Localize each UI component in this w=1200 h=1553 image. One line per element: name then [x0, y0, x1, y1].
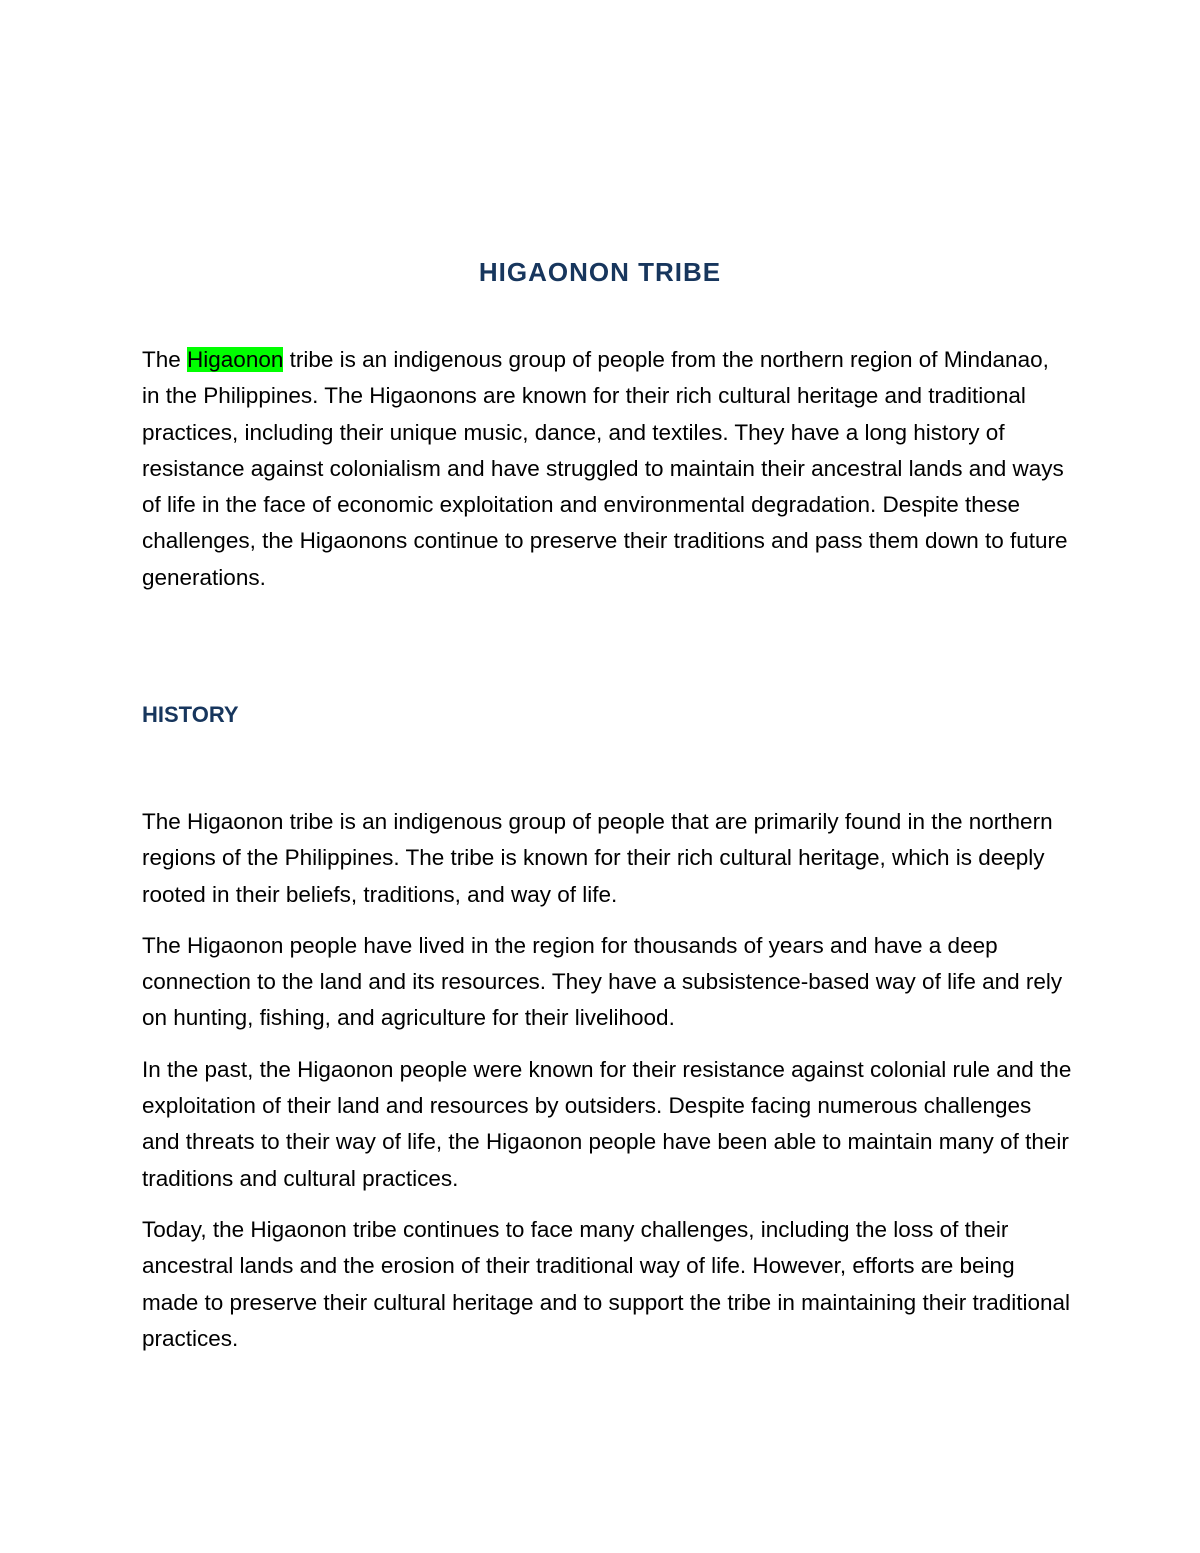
highlighted-word: Higaonon: [187, 347, 284, 372]
history-heading: HISTORY: [142, 702, 239, 727]
history-paragraph-1: The Higaonon tribe is an indigenous group of people that are primarily found in the northern regions of the Philippines. The tribe is known for their rich cultural heritage, which is deeply rooted in their beliefs, traditions, and way of life.: [142, 809, 1053, 907]
intro-prefix: The: [142, 347, 188, 372]
history-paragraph-4: Today, the Higaonon tribe continues to face many challenges, including the loss of their ancestral lands and the erosion of their traditional way of life. However, efforts are being made to preserve their cultural heritage and to support the tribe in maintaining their traditional practices.: [142, 1216, 1071, 1351]
history-paragraph-3: In the past, the Higaonon people were known for their resistance against colonial rule and the exploitation of their land and resources by outsiders. Despite facing numerous challenges and threats to their way of life, the Higaonon people have been able to maintain many of their traditions and cultural practices.: [142, 1056, 1072, 1191]
intro-text: tribe is an indigenous group of people from the northern region of Mindanao, in the Philippines. The Higaonons are known for their rich cultural heritage and traditional practices, including their unique music, dance, and textiles. They have a long history of resistance against colonialism and have struggled to maintain their ancestral lands and ways of life in the face of economic exploitation and environmental degradation. Despite these challenges, the Higaonons continue to preserve their traditions and pass them down to future generations.: [142, 347, 1068, 590]
history-section: [142, 804, 1072, 1372]
history-paragraph-2: The Higaonon people have lived in the region for thousands of years and have a deep connection to the land and its resources. They have a subsistence-based way of life and rely on hunting, fishing, and agriculture for their livelihood.: [142, 932, 1063, 1031]
document-title: HIGAONON TRIBE: [478, 257, 722, 288]
intro-paragraph: [142, 342, 1072, 596]
